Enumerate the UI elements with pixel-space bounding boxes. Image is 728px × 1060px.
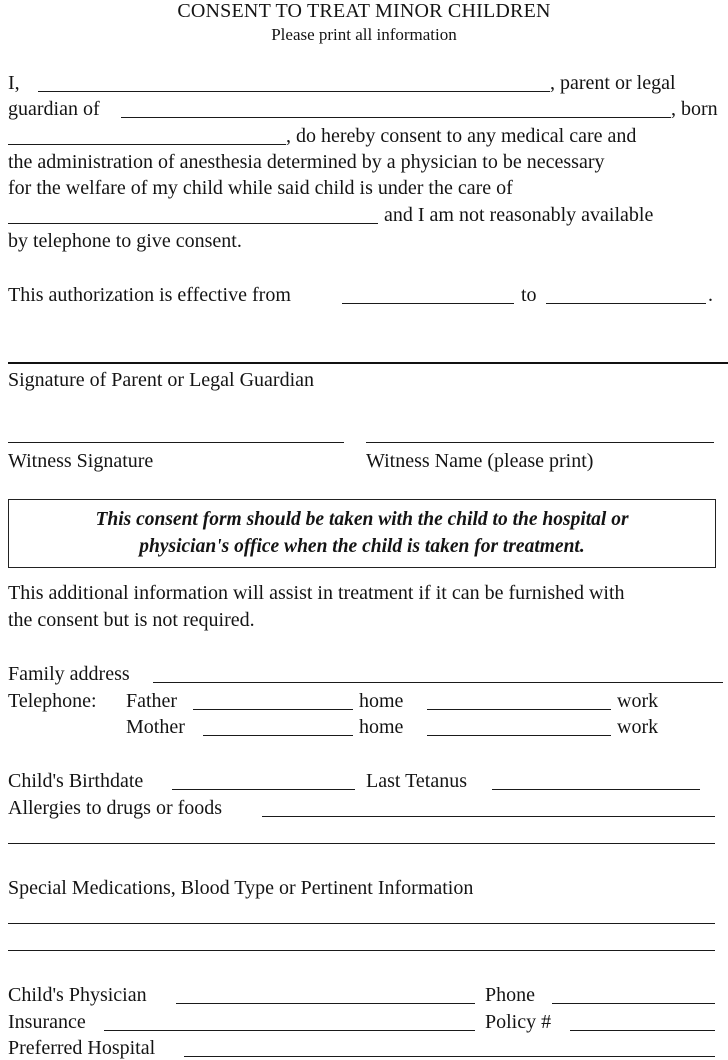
- allergies-label: Allergies to drugs or foods: [8, 797, 223, 819]
- family-address-label: Family address: [8, 663, 130, 685]
- additional-line1: This additional information will assist in treatment if it can be furnished with: [8, 582, 625, 604]
- physician-phone-field[interactable]: [552, 984, 715, 1004]
- physician-phone-label: Phone: [485, 984, 535, 1006]
- last-tetanus-label: Last Tetanus: [366, 770, 467, 792]
- mother-home-label: home: [359, 716, 404, 738]
- father-work-label: work: [617, 690, 659, 712]
- effective-from-field[interactable]: [342, 284, 514, 304]
- special-medications-field-line1[interactable]: [8, 904, 715, 924]
- birthdate-field[interactable]: [172, 770, 355, 790]
- consent-line3-suffix: , do hereby consent to any medical care and: [286, 125, 637, 147]
- authorization-end: .: [708, 284, 713, 306]
- child-born-field[interactable]: [8, 125, 286, 145]
- witness-name-label: Witness Name (please print): [366, 450, 594, 472]
- insurance-field[interactable]: [104, 1011, 475, 1031]
- notice-line2: physician's office when the child is taken for treatment.: [139, 536, 585, 557]
- father-home-phone-field[interactable]: [193, 690, 353, 710]
- consent-line6-suffix: and I am not reasonably available: [384, 204, 654, 226]
- family-address-field[interactable]: [153, 663, 723, 683]
- witness-signature-label: Witness Signature: [8, 450, 154, 472]
- father-label: Father: [126, 690, 178, 712]
- consent-line4: the administration of anesthesia determined by a physician to be necessary: [8, 151, 605, 173]
- mother-work-phone-field[interactable]: [427, 716, 611, 736]
- policy-label: Policy #: [485, 1011, 552, 1033]
- consent-line7: by telephone to give consent.: [8, 230, 242, 252]
- parent-signature-label: Signature of Parent or Legal Guardian: [8, 369, 315, 391]
- preferred-hospital-label: Preferred Hospital: [8, 1037, 156, 1059]
- mother-work-label: work: [617, 716, 659, 738]
- father-work-phone-field[interactable]: [427, 690, 611, 710]
- special-medications-field-line2[interactable]: [8, 931, 715, 951]
- authorization-prefix: This authorization is effective from: [8, 284, 291, 306]
- special-medications-label: Special Medications, Blood Type or Pertinent Information: [8, 877, 474, 899]
- notice-line1: This consent form should be taken with the child to the hospital or: [95, 509, 629, 530]
- notice-box: [8, 499, 716, 568]
- consent-line1-suffix: , parent or legal: [550, 72, 676, 94]
- caregiver-name-field[interactable]: [8, 204, 378, 224]
- physician-field[interactable]: [176, 984, 475, 1004]
- mother-home-phone-field[interactable]: [203, 716, 353, 736]
- birthdate-label: Child's Birthdate: [8, 770, 144, 792]
- policy-field[interactable]: [570, 1011, 715, 1031]
- authorization-middle: to: [521, 284, 537, 306]
- consent-line5: for the welfare of my child while said child is under the care of: [8, 177, 513, 199]
- page-subtitle: Please print all information: [271, 25, 457, 44]
- preferred-hospital-field[interactable]: [184, 1037, 715, 1057]
- parent-name-field[interactable]: [38, 72, 550, 92]
- additional-line2: the consent but is not required.: [8, 609, 255, 631]
- page-title: CONSENT TO TREAT MINOR CHILDREN: [177, 0, 551, 22]
- telephone-label: Telephone:: [8, 690, 97, 712]
- last-tetanus-field[interactable]: [492, 770, 700, 790]
- consent-line2-suffix: , born: [671, 98, 718, 120]
- physician-label: Child's Physician: [8, 984, 147, 1006]
- witness-name-field[interactable]: [366, 424, 714, 444]
- allergies-field[interactable]: [262, 797, 715, 817]
- allergies-field-line2[interactable]: [8, 824, 715, 844]
- child-name-field[interactable]: [121, 98, 671, 118]
- effective-to-field[interactable]: [546, 284, 706, 304]
- parent-signature-field[interactable]: [8, 344, 728, 364]
- witness-signature-field[interactable]: [8, 424, 344, 444]
- consent-line1-prefix: I,: [8, 72, 20, 94]
- father-home-label: home: [359, 690, 404, 712]
- insurance-label: Insurance: [8, 1011, 86, 1033]
- consent-line2-prefix: guardian of: [8, 98, 100, 120]
- mother-label: Mother: [126, 716, 185, 738]
